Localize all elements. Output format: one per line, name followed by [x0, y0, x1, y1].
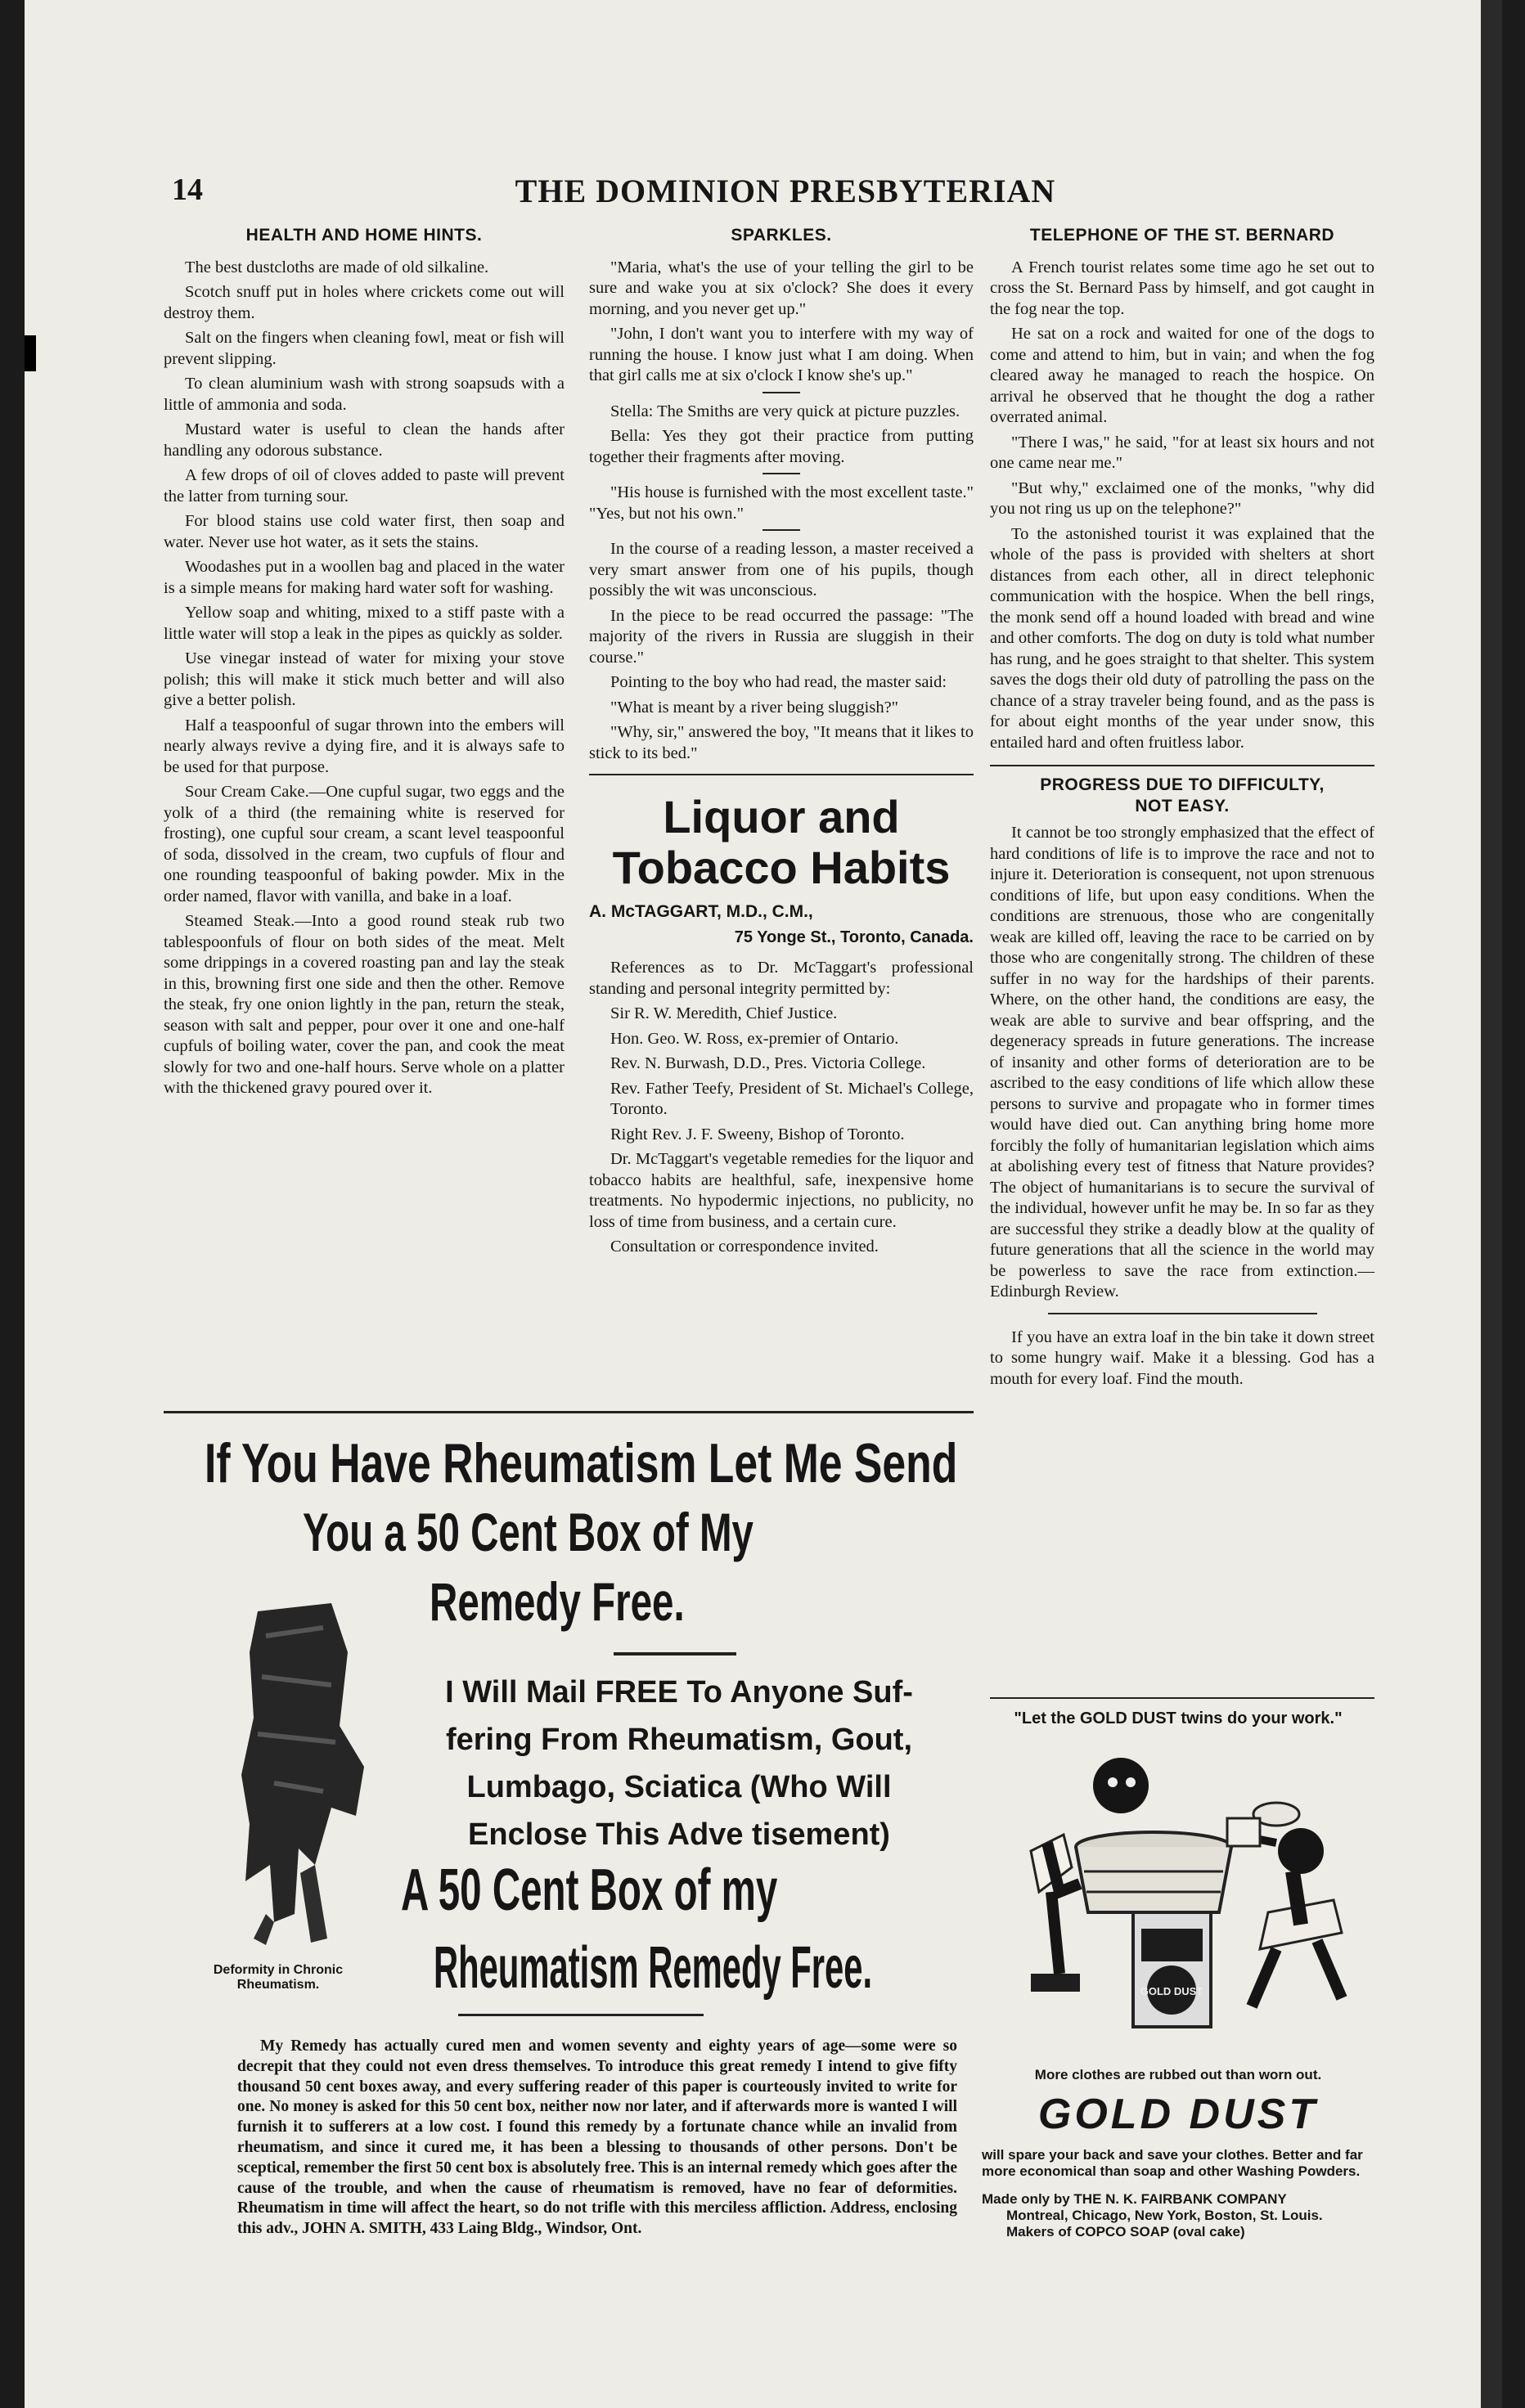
reference-entry: Hon. Geo. W. Ross, ex-premier of Ontario. [610, 1029, 899, 1048]
gold-dust-ad [982, 1709, 1374, 2282]
section-heading-health: HEALTH AND HOME HINTS. [245, 226, 483, 245]
heading-line: PROGRESS DUE TO DIFFICULTY, [1040, 775, 1325, 794]
column-sparkles [589, 225, 974, 1262]
health-hint-paragraph: To clean aluminium wash with strong soapsuds with a little of ammonia and soda. [164, 375, 565, 414]
references-list [589, 1004, 974, 1145]
newspaper-page [25, 0, 1502, 2408]
free-offer-line: Enclose This Adve tisement) [468, 1817, 890, 1852]
gold-dust-brand: GOLD DUST [1037, 2091, 1319, 2138]
health-hint-paragraph: Sour Cream Cake.—One cupful sugar, two eggs and the yolk of a third (the remaining white is reserved for frosting), one cupful sour cream, a scant level teaspoonful of soda, dissolved in the cream, two cupfuls of flour and one rounding teaspoonful of baking powder. Mix in the order named, flavor with vanilla, and bake in a loaf. [164, 783, 565, 905]
illustration-caption [172, 1963, 385, 1992]
joke-block [589, 539, 974, 764]
remedy-description: Dr. McTaggart's vegetable remedies for the liquor and tobacco habits are healthful, safe, inexpensive home treatments. No hypodermic injections, no publicity, no loss of time from business, and a certain cure. [589, 1150, 974, 1231]
joke-paragraph: "His house is furnished with the most excellent taste." "Yes, but not his own." [589, 483, 974, 523]
health-hint-paragraph: Scotch snuff put in holes where crickets come out will destroy them. [164, 283, 565, 322]
joke-paragraph: "Why, sir," answered the boy, "It means that it likes to stick to its bed." [589, 723, 974, 762]
gold-dust-claim: will spare your back and save your clothes. Better and far more economical than soap and other Washing Powders. [982, 2147, 1363, 2179]
headline-rule [614, 1652, 736, 1656]
joke-paragraph: In the piece to be read occurred the passage: "The majority of the rivers in Russia are sluggish in their course." [589, 606, 974, 667]
deformed-hand-illustration [233, 1603, 380, 1947]
separator-rule [762, 392, 800, 393]
separator-rule [990, 765, 1374, 766]
reference-entry: Rev. N. Burwash, D.D., Pres. Victoria College. [610, 1054, 926, 1072]
st-bernard-paragraph: He sat on a rock and waited for one of the dogs to come and attend to him, but in vain; and when the fog cleared away he managed to reach the hospice. On arrival he observed that he thought the dog a rather overrated animal. [990, 325, 1374, 426]
page-edge-shadow [1481, 0, 1502, 2408]
section-heading-st-bernard: TELEPHONE OF THE ST. BERNARD [1029, 226, 1335, 245]
column-st-bernard [990, 225, 1374, 1394]
joke-block [589, 483, 974, 524]
health-hint-paragraph: Mustard water is useful to clean the hands after handling any odorous substance. [164, 420, 565, 460]
offer-line-1: A 50 Cent Box of my [401, 1858, 778, 1923]
heading-line: NOT EASY. [1135, 796, 1230, 815]
ad-body-text: My Remedy has actually cured men and women seventy and eighty years of age—some were so decrepit that they could not even dress themselves. To introduce this great remedy I intend to give fifty thousand 50 cent boxes away, and every suffering reader of this paper is courteously invited to write for one. No money is asked for this 50 cent box, neither now nor later, and if afterwards more is wanted I will furnish it to sufferers at a low cost. I found this remedy by a fortunate chance while an invalid from rheumatism, and since it cured me, it has been a blessing to thousands of other persons. Don't be sceptical, remember the first 50 cent box is absolutely free. This is an internal remedy which goes after the cause of the trouble, and when the cause of rheumatism is removed, have no fear of deformities. Rheumatism in time will affect the heart, so do not trifle with this merciless affliction. Address, enclosing this adv., JOHN A. SMITH, 433 Laing Bldg., Windsor, Ont. [237, 2037, 957, 2238]
st-bernard-paragraph: To the astonished tourist it was explained that the whole of the pass is provided with shelters at short distances from each other, all in direct telephonic communication with the hospice. When the bell rings, the monk send off a hound loaded with bread and wine and other comforts. The dog on duty is told what number has rung, and he goes straight to that shelter. This system saves the dogs their old duty of patrolling the pass on the chance of a stray traveler being found, and as the pass is for about eight months of the year under snow, this entailed hard and often fruitless labor. [990, 524, 1374, 752]
joke-paragraph: "Maria, what's the use of your telling the girl to be sure and wake you at six o'clock? She does it every morning, and you never get up." [589, 258, 974, 318]
st-bernard-paragraph: A French tourist relates some time ago he set out to cross the St. Bernard Pass by himself, and got caught in the fog near the top. [990, 258, 1374, 318]
separator-rule [589, 774, 974, 775]
gold-dust-cities: Montreal, Chicago, New York, Boston, St. Louis. [1006, 2208, 1323, 2223]
gold-dust-twins-illustration [982, 1736, 1374, 2064]
headline-line-3: Remedy Free. [430, 1571, 685, 1632]
health-hint-paragraph: Salt on the fingers when cleaning fowl, meat or fish will prevent slipping. [164, 329, 565, 368]
free-offer-text [393, 1669, 965, 1858]
health-hint-paragraph: For blood stains use cold water first, then soap and water. Never use hot water, as it sets the stains. [164, 512, 565, 551]
ad-top-border [164, 1411, 974, 1413]
loaf-note: If you have an extra loaf in the bin take it down street to some hungry waif. Make it a blessing. God has a mouth for every loaf. Find the mouth. [990, 1328, 1374, 1388]
joke-paragraph: Stella: The Smiths are very quick at picture puzzles. [610, 402, 960, 420]
health-hint-paragraph: A few drops of oil of cloves added to paste will prevent the latter from turning sour. [164, 466, 565, 505]
joke-paragraph: "What is meant by a river being sluggish?" [610, 698, 899, 717]
rheumatism-ad [188, 1423, 974, 2249]
joke-paragraph: "John, I don't want you to interfere with my way of running the house. I know just what I am doing. When that girl calls me at six o'clock I know she's up." [589, 325, 974, 384]
liquor-tobacco-ad [589, 792, 974, 1258]
st-bernard-paragraph: "There I was," he said, "for at least six hours and not one came near me." [990, 433, 1374, 472]
joke-paragraph: In the course of a reading lesson, a master received a very smart answer from one of his pupils, though possibly the wit was unconscious. [589, 540, 974, 600]
rheumatism-ad-body [237, 2037, 957, 2240]
newspaper-title: THE DOMINION PRESBYTERIAN [515, 173, 1056, 209]
health-hint-paragraph: Yellow soap and whiting, mixed to a stiff paste with a little water will stop a leak in the pipes as quickly as solder. [164, 604, 565, 643]
health-hint-paragraph: Use vinegar instead of water for mixing your stove polish; this will make it stick much better and will also give a better polish. [164, 649, 565, 709]
gold-dust-tagline: "Let the GOLD DUST twins do your work." [1014, 1709, 1343, 1727]
joke-block [589, 258, 974, 387]
gold-dust-maker: Made only by THE N. K. FAIRBANK COMPANY [982, 2191, 1287, 2207]
health-hints-list [164, 258, 565, 1099]
health-hint-paragraph: Woodashes put in a woollen bag and placed in the water is a simple means for making hard water soft for washing. [164, 558, 565, 597]
joke-paragraph: Pointing to the boy who had read, the master said: [610, 673, 947, 691]
separator-rule [762, 473, 800, 474]
box-label: GOLD DUST [1140, 1985, 1203, 1997]
gold-dust-soap: Makers of COPCO SOAP (oval cake) [1006, 2224, 1245, 2240]
right-ad-top-border [990, 1697, 1374, 1699]
section-heading-progress [990, 775, 1374, 816]
caption-line: Deformity in Chronic [213, 1963, 344, 1977]
offer-line-2: Rheumatism Remedy Free. [434, 1935, 873, 2001]
liquor-ad-title-line: Liquor and [663, 791, 900, 842]
reference-entry: Right Rev. J. F. Sweeny, Bishop of Toronto. [610, 1125, 905, 1143]
column-health-hints [164, 225, 565, 1103]
joke-paragraph: Bella: Yes they got their practice from putting together their fragments after moving. [589, 427, 974, 466]
health-hint-paragraph: Half a teaspoonful of sugar thrown into the embers will nearly always revive a dying fire, and it is always safe to be used for that purpose. [164, 716, 565, 776]
section-heading-sparkles: SPARKLES. [731, 226, 832, 245]
page-number: 14 [172, 173, 203, 207]
doctor-name: A. McTAGGART, M.D., C.M., [589, 902, 813, 921]
reference-entry: Sir R. W. Meredith, Chief Justice. [610, 1004, 838, 1022]
st-bernard-article [990, 258, 1374, 754]
st-bernard-paragraph: "But why," exclaimed one of the monks, "why did you not ring us up on the telephone?" [990, 478, 1374, 518]
separator-rule [1048, 1313, 1317, 1314]
caption-line: Rheumatism. [236, 1978, 320, 1992]
free-offer-line: I Will Mail FREE To Anyone Suf- [445, 1675, 913, 1709]
headline-line-1: If You Have Rheumatism Let Me Send [205, 1432, 958, 1494]
consultation-note: Consultation or correspondence invited. [610, 1238, 879, 1256]
free-offer-line: Lumbago, Sciatica (Who Will [466, 1770, 892, 1804]
headline-line-2: You a 50 Cent Box of My [303, 1502, 754, 1562]
separator-rule [762, 529, 800, 531]
page-header [172, 172, 1399, 221]
gold-dust-clothes-line: More clothes are rubbed out than worn out. [1034, 2067, 1322, 2082]
joke-block [589, 402, 974, 469]
reference-entry: Rev. Father Teefy, President of St. Michael's College, Toronto. [610, 1079, 974, 1118]
health-hint-paragraph: The best dustcloths are made of old silkaline. [185, 258, 489, 276]
margin-mark [25, 335, 36, 371]
offer-rule [458, 2014, 704, 2016]
liquor-ad-title [589, 792, 974, 893]
progress-article: It cannot be too strongly emphasized that the effect of hard conditions of life is to improve the race and not to injure it. Deterioration is consequent, not upon strenuous conditions of life, but upon easy conditions. When the conditions are strenuous, those who are congenitally weak are killed off, leaving the race to be carried on by those who are congenitally strong. The children of these suffer in no way for the hardships of their parents. Where, on the other hand, the conditions are easy, the weak are able to survive and bear offspring, and the degeneracy spreads in future generations. The increase of insanity and other forms of deterioration are to be ascribed to the easy conditions of life which allow these persons to survive and propagate who in former times would have died out. Can anything bring home more forcibly the folly of humanitarian legislation which aims at abolishing every test of fitness that Nature provides? The object of humanitarians is to secure the survival of the individual, however unfit he may be. In so far as they are successful they strike a deadly blow at the quality of future generations that all the science in the world may be powerless to save the race from extinction.—Edinburgh Review. [990, 824, 1374, 1301]
health-hint-paragraph: Steamed Steak.—Into a good round steak rub two tablespoonfuls of flour on both sides of the meat. Melt some drippings in a covered roasting pan and lay the steak in this, browning first one side and then the other. Remove the steak, fry one onion lightly in the pan, return the steak, season with salt and pepper, pour over it one and one-half cupfuls of boiling water, cover the pan, and cook the meat slowly for two and one-half hours. Serve whole on a platter with the thickened gravy poured over it. [164, 912, 565, 1097]
doctor-address: 75 Yonge St., Toronto, Canada. [734, 928, 974, 946]
references-intro: References as to Dr. McTaggart's professional standing and personal integrity permitted by: [589, 959, 974, 998]
free-offer-line: fering From Rheumatism, Gout, [445, 1723, 913, 1757]
liquor-ad-title-line: Tobacco Habits [612, 842, 951, 893]
